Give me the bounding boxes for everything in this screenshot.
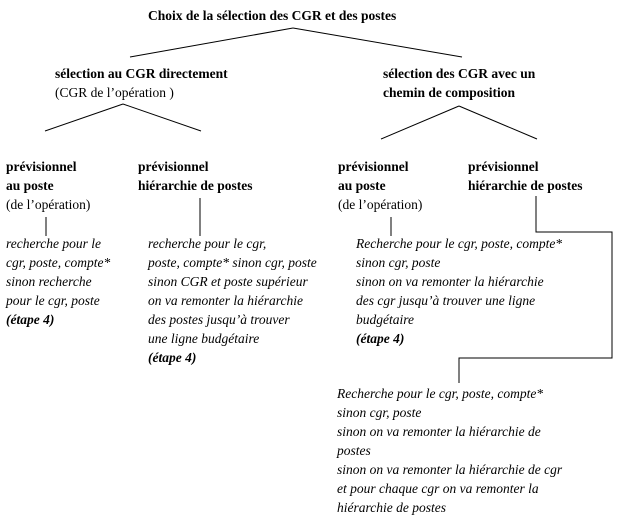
root-to-left-line — [130, 28, 293, 57]
right-hier-desc-line: sinon on va remonter la hiérarchie de — [337, 424, 541, 439]
left-poste-desc-line: pour le cgr, poste — [6, 293, 100, 308]
left-poste-title-3: (de l’opération) — [6, 197, 91, 212]
right-hier-title-2: hiérarchie de postes — [468, 178, 583, 193]
left-to-poste-line — [45, 104, 123, 131]
right-poste-title-1: prévisionnel — [338, 159, 409, 174]
right-poste-heading — [338, 157, 422, 214]
right-poste-step: (étape 4) — [356, 331, 405, 346]
right-branch-title-line-2: chemin de composition — [383, 85, 516, 100]
left-poste-title-2: au poste — [6, 178, 54, 193]
right-hier-description — [337, 384, 562, 517]
root-title: Choix de la sélection des CGR et des postes — [148, 8, 397, 23]
left-poste-desc-line: cgr, poste, compte* — [6, 255, 111, 270]
right-poste-title-3: (de l’opération) — [338, 197, 423, 212]
right-poste-description — [356, 234, 562, 348]
right-to-hier-line — [459, 106, 537, 139]
left-branch-subtitle: (CGR de l’opération ) — [55, 85, 174, 100]
right-poste-desc-line: Recherche pour le cgr, poste, compte* — [356, 236, 563, 251]
right-poste-title-2: au poste — [338, 178, 386, 193]
right-hier-desc-line: et pour chaque cgr on va remonter la — [337, 481, 539, 496]
left-to-hier-line — [123, 104, 201, 131]
left-hier-desc-line: des postes jusqu’à trouver — [148, 312, 290, 327]
left-hier-heading — [138, 157, 253, 195]
right-hier-desc-line: hiérarchie de postes — [337, 500, 446, 515]
left-poste-desc-line: sinon recherche — [6, 274, 92, 289]
left-branch-title: sélection au CGR directement — [55, 66, 228, 81]
left-hier-step: (étape 4) — [148, 350, 197, 365]
right-hier-heading — [468, 157, 583, 195]
root-to-right-line — [293, 28, 462, 57]
left-hier-title-2: hiérarchie de postes — [138, 178, 253, 193]
right-branch-title — [383, 64, 535, 102]
right-hier-desc-line: sinon on va remonter la hiérarchie de cgr — [337, 462, 563, 477]
left-poste-description — [6, 234, 110, 329]
right-branch-title-line-1: sélection des CGR avec un — [383, 66, 536, 81]
left-poste-desc-line: recherche pour le — [6, 236, 101, 251]
left-poste-title-1: prévisionnel — [6, 159, 77, 174]
right-poste-desc-line: sinon on va remonter la hiérarchie — [356, 274, 544, 289]
left-hier-title-1: prévisionnel — [138, 159, 209, 174]
left-hier-desc-line: sinon CGR et poste supérieur — [148, 274, 308, 289]
left-hier-desc-line: recherche pour le cgr, — [148, 236, 267, 251]
left-hier-description — [148, 234, 317, 367]
right-to-poste-line — [381, 106, 459, 139]
left-hier-desc-line: on va remonter la hiérarchie — [148, 293, 303, 308]
right-hier-title-1: prévisionnel — [468, 159, 539, 174]
right-poste-desc-line: sinon cgr, poste — [356, 255, 441, 270]
right-poste-desc-line: budgétaire — [356, 312, 414, 327]
right-hier-desc-line: postes — [337, 443, 371, 458]
left-hier-desc-line: une ligne budgétaire — [148, 331, 260, 346]
left-poste-step: (étape 4) — [6, 312, 55, 327]
left-poste-heading — [6, 157, 90, 214]
left-hier-desc-line: poste, compte* sinon cgr, poste — [148, 255, 317, 270]
right-hier-desc-line: sinon cgr, poste — [337, 405, 422, 420]
right-poste-desc-line: des cgr jusqu’à trouver une ligne — [356, 293, 536, 308]
right-hier-desc-line: Recherche pour le cgr, poste, compte* — [337, 386, 544, 401]
